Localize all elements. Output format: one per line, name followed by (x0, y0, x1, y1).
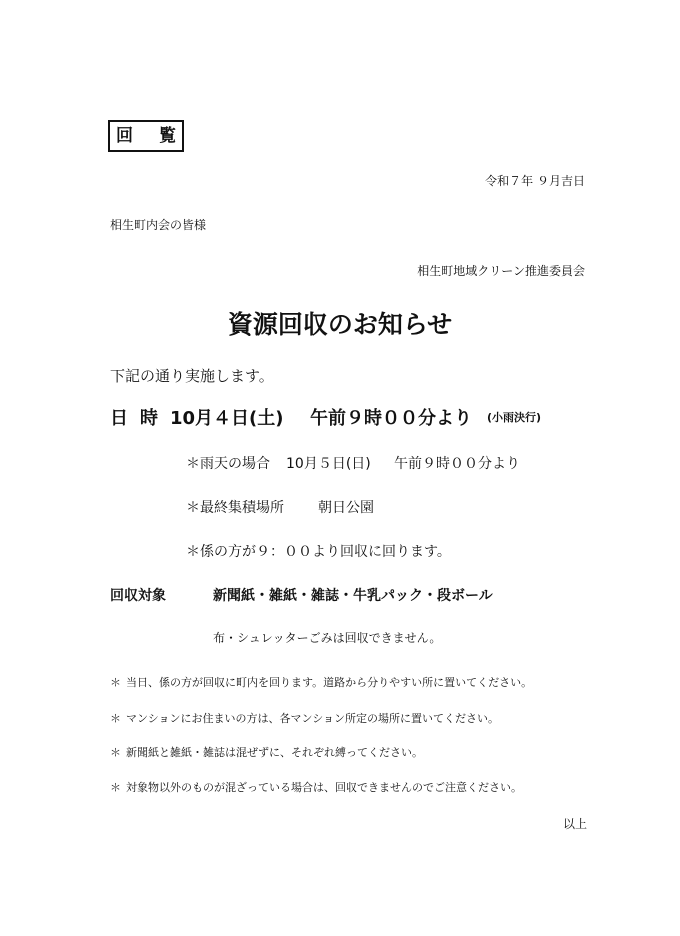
rain-schedule (186, 453, 520, 473)
note-text: 当日、係の方が回収に町内を回ります。道路から分りやすい所に置いてください。 (126, 676, 533, 689)
schedule-time: 午前９時００分より (310, 408, 472, 429)
issue-date: 令和７年 ９月吉日 (485, 174, 585, 188)
note-text: 新聞紙と雑紙・雑誌は混ぜずに、それぞれ縛ってください。 (126, 746, 423, 759)
site-label: ＊最終集積場所 (186, 500, 284, 516)
note-bullet: ＊ (110, 712, 121, 725)
note-bullet: ＊ (110, 746, 121, 759)
targets-label: 回収対象 (110, 588, 166, 604)
rain-label: ＊雨天の場合 (186, 456, 270, 472)
targets-note: 布・シュレッターごみは回収できません。 (213, 631, 442, 645)
note-bullet: ＊ (110, 781, 121, 794)
staff-note: ＊係の方が９：００より回収に回ります。 (186, 544, 451, 560)
schedule-date: 10月４日(土) (170, 408, 284, 429)
targets-items: 新聞紙・雑紙・雑誌・牛乳パック・段ボール (213, 588, 493, 604)
collection-site (186, 497, 374, 517)
circular-notice-box (108, 120, 184, 152)
rain-date: 10月５日(日) (286, 456, 371, 472)
circular-notice-char-2: 覧 (159, 126, 176, 146)
schedule-label-1: 日 (110, 408, 128, 429)
schedule-label-2: 時 (140, 408, 158, 429)
circular-notice-char-1: 回 (116, 126, 133, 146)
rain-time: 午前９時００分より (394, 456, 520, 472)
schedule-note: (小雨決行) (487, 411, 542, 424)
sender: 相生町地域クリーン推進委員会 (417, 264, 585, 278)
intro-text: 下記の通り実施します。 (110, 367, 274, 385)
addressee: 相生町内会の皆様 (110, 218, 207, 232)
document-title: 資源回収のお知らせ (227, 310, 453, 339)
note-text: マンションにお住まいの方は、各マンション所定の場所に置いてください。 (126, 712, 500, 725)
closing-mark: 以上 (562, 817, 587, 831)
note-bullet: ＊ (110, 676, 121, 689)
note-text: 対象物以外のものが混ざっている場合は、回収できませんのでご注意ください。 (126, 781, 522, 794)
site-value: 朝日公園 (318, 500, 374, 516)
